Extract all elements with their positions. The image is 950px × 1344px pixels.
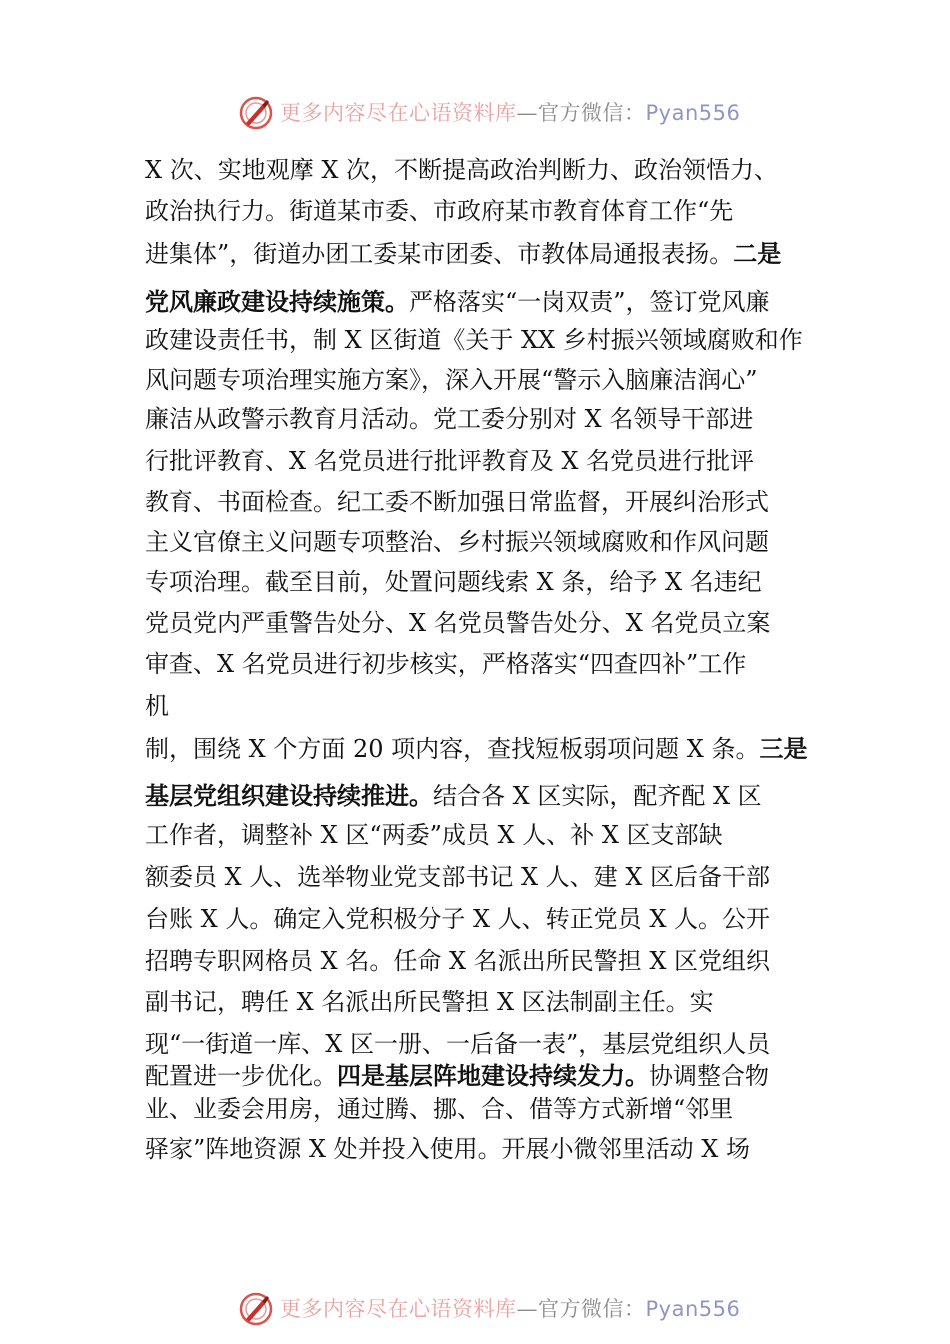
- line-text: 风问题专项治理实施方案》，深入开展“警示入脑廉洁润心”: [145, 366, 758, 394]
- body-line: [145, 287, 770, 317]
- body-line: [145, 239, 781, 269]
- line-text: 台账 X 人。确定入党积极分子 X 人、转正党员 X 人。公开: [145, 905, 771, 933]
- line-text: 廉洁从政警示教育月活动。党工委分别对 X 名领导干部进: [145, 405, 754, 433]
- section-heading: 四是基层阵地建设持续发力。: [337, 1062, 649, 1090]
- line-text: 严格落实“一岗双责”，签订党风廉: [409, 288, 770, 316]
- body-line: [145, 649, 746, 679]
- line-text: 业、业委会用房，通过腾、挪、合、借等方式新增“邻里: [145, 1095, 734, 1123]
- brand-logo-icon: [238, 1291, 274, 1327]
- line-text: 配置进一步优化。: [145, 1062, 337, 1090]
- body-line: [145, 691, 169, 721]
- line-text: 额委员 X 人、选举物业党支部书记 X 人、建 X 区后备干部: [145, 863, 771, 891]
- line-text: 政建设责任书，制 X 区街道《关于 XX 乡村振兴领域腐败和作: [145, 326, 803, 354]
- body-line: [145, 862, 770, 892]
- body-line: [145, 196, 733, 226]
- line-text: 招聘专职网格员 X 名。任命 X 名派出所民警担 X 区党组织: [145, 947, 771, 975]
- section-heading: 二是: [733, 240, 782, 268]
- line-text: 行批评教育、X 名党员进行批评教育及 X 名党员进行批评: [145, 447, 755, 475]
- body-line: [145, 946, 770, 976]
- watermark-wechat-label: 官方微信：: [538, 1297, 646, 1321]
- watermark-account: Pyan556: [645, 101, 741, 125]
- line-text: 政治执行力。街道某市委、市政府某市教育体育工作“先: [145, 197, 734, 225]
- line-text: 现“一街道一库、X 区一册、一后备一表”，基层党组织人员: [145, 1030, 771, 1058]
- body-line: [145, 781, 762, 811]
- body-line: [145, 608, 770, 638]
- body-line: [145, 1134, 750, 1164]
- body-line: [145, 487, 769, 517]
- body-line: [145, 1029, 770, 1059]
- line-text: 审查、X 名党员进行初步核实，严格落实“四查四补”工作: [145, 650, 747, 678]
- body-line: [145, 527, 769, 557]
- line-text: 进集体”，街道办团工委某市团委、市教体局通报表扬。: [145, 240, 734, 268]
- line-text: 机: [145, 692, 169, 720]
- watermark-brand: 更多内容尽在心语资料库: [280, 101, 517, 125]
- watermark-account: Pyan556: [645, 1297, 741, 1321]
- body-line: [145, 734, 807, 764]
- body-line: [145, 820, 723, 850]
- body-line: [145, 155, 778, 185]
- footer-watermark: [0, 1289, 950, 1329]
- body-line: [145, 987, 714, 1017]
- line-text: 结合各 X 区实际，配齐配 X 区: [433, 782, 762, 810]
- watermark-text: [280, 1296, 740, 1322]
- line-text: 工作者，调整补 X 区“两委”成员 X 人、补 X 区支部缺: [145, 821, 723, 849]
- watermark-dash: —: [516, 101, 538, 125]
- body-line: [145, 404, 753, 434]
- body-line: [145, 325, 803, 355]
- watermark-brand: 更多内容尽在心语资料库: [280, 1297, 517, 1321]
- line-text: 主义官僚主义问题专项整治、乡村振兴领域腐败和作风问题: [145, 528, 769, 556]
- watermark-text: [280, 100, 740, 126]
- section-heading: 党风廉政建设持续施策。: [145, 288, 409, 316]
- header-watermark: [0, 93, 950, 133]
- line-text: 制，围绕 X 个方面 20 项内容，查找短板弱项问题 X 条。: [145, 735, 760, 763]
- line-text: 副书记，聘任 X 名派出所民警担 X 区法制副主任。实: [145, 988, 714, 1016]
- line-text: 党员党内严重警告处分、X 名党员警告处分、X 名党员立案: [145, 609, 771, 637]
- line-text: 专项治理。截至目前，处置问题线索 X 条，给予 X 名违纪: [145, 568, 762, 596]
- body-line: [145, 1094, 733, 1124]
- body-line: [145, 904, 770, 934]
- body-line: [145, 567, 762, 597]
- body-line: [145, 365, 758, 395]
- line-text: 驿家”阵地资源 X 处并投入使用。开展小微邻里活动 X 场: [145, 1135, 750, 1163]
- section-heading: 三是: [759, 735, 808, 763]
- body-line: [145, 1061, 769, 1091]
- body-line: [145, 446, 754, 476]
- watermark-wechat-label: 官方微信：: [538, 101, 646, 125]
- line-text: 协调整合物: [649, 1062, 769, 1090]
- line-text: 教育、书面检查。纪工委不断加强日常监督，开展纠治形式: [145, 488, 769, 516]
- watermark-dash: —: [516, 1297, 538, 1321]
- section-heading: 基层党组织建设持续推进。: [145, 782, 433, 810]
- brand-logo-icon: [238, 95, 274, 131]
- line-text: X 次、实地观摩 X 次，不断提高政治判断力、政治领悟力、: [145, 156, 779, 184]
